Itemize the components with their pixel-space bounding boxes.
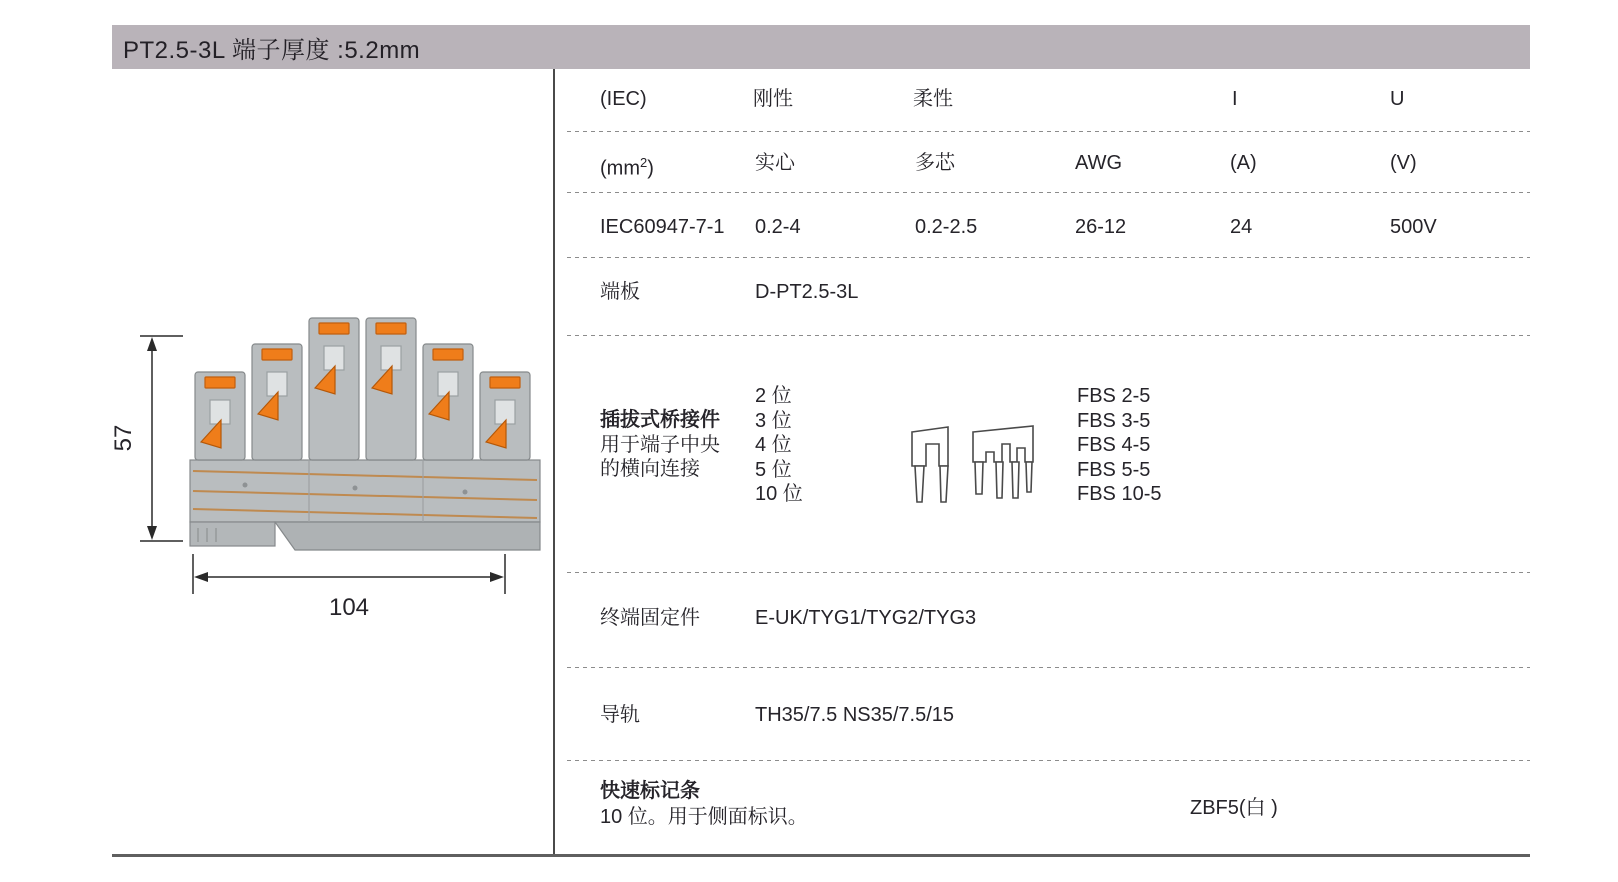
bridging-model: FBS 4-5	[1077, 434, 1151, 457]
bridging-position: 2 位	[755, 385, 792, 407]
width-dimension-label: 104	[328, 594, 370, 621]
bridging-label-block	[600, 408, 720, 482]
col-voltage-header: U	[1390, 88, 1405, 110]
value-standard: IEC60947-7-1	[600, 216, 725, 238]
unit-stranded: 多芯	[915, 152, 955, 174]
unit-ampere: (A)	[1230, 152, 1257, 174]
col-rigid-header: 刚性	[753, 88, 793, 110]
row-divider	[567, 131, 1530, 132]
bridging-desc-line2: 的横向连接	[600, 458, 700, 481]
bridging-label: 插拔式桥接件	[600, 409, 720, 431]
bridging-model: FBS 10-5	[1077, 483, 1162, 506]
page-title: PT2.5-3L 端子厚度 :5.2mm	[123, 36, 421, 64]
din-rail-value: TH35/7.5 NS35/7.5/15	[755, 704, 955, 726]
bridging-position: 10 位	[755, 483, 803, 506]
bridging-model: FBS 3-5	[1077, 409, 1151, 432]
row-divider	[567, 257, 1530, 258]
bridging-model: FBS 5-5	[1077, 458, 1151, 481]
bridging-position: 4 位	[755, 434, 792, 457]
end-plate-label: 端板	[600, 281, 640, 303]
row-divider	[567, 572, 1530, 573]
bridging-desc-line1: 用于端子中央	[600, 433, 720, 456]
row-divider	[567, 335, 1530, 336]
title-bar	[112, 25, 1530, 69]
bridging-positions	[755, 384, 803, 507]
value-rigid: 0.2-4	[755, 216, 801, 238]
marker-strip-value: ZBF5(白 )	[1190, 797, 1278, 819]
marker-strip-label: 快速标记条	[600, 780, 700, 802]
end-clamp-value: E-UK/TYG1/TYG2/TYG3	[755, 607, 977, 629]
din-rail-label: 导轨	[600, 704, 640, 726]
marker-strip-block	[600, 778, 808, 830]
col-flexible-header: 柔性	[913, 88, 953, 110]
row-divider	[567, 760, 1530, 761]
bridging-model: FBS 2-5	[1077, 385, 1151, 407]
height-dimension	[140, 336, 183, 541]
bridging-models	[1077, 384, 1161, 507]
fbs-bridge-multipole-icon	[970, 422, 1036, 502]
col-standard-header: (IEC)	[600, 88, 647, 110]
value-current: 24	[1230, 216, 1253, 238]
col-current-header: I	[1232, 88, 1238, 110]
fbs-bridge-2pole-icon	[908, 424, 952, 506]
end-plate-value: D-PT2.5-3L	[755, 281, 859, 303]
end-clamp-label: 终端固定件	[600, 607, 700, 629]
unit-solid: 实心	[755, 152, 795, 174]
unit-awg: AWG	[1075, 152, 1123, 174]
value-voltage: 500V	[1390, 216, 1437, 238]
marker-strip-desc: 10 位。用于侧面标识。	[600, 806, 808, 828]
bridging-position: 3 位	[755, 409, 792, 432]
unit-volt: (V)	[1390, 152, 1417, 174]
value-flexible: 0.2-2.5	[915, 216, 978, 238]
row-divider	[567, 192, 1530, 193]
value-awg: 26-12	[1075, 216, 1127, 238]
bottom-rule	[112, 854, 1530, 857]
terminal-block-illustration	[190, 318, 540, 550]
terminal-block-figure	[95, 310, 555, 630]
height-dimension-label: 57	[110, 424, 137, 452]
unit-mm2: $(mm^2)$	[600, 155, 654, 180]
bridging-position: 5 位	[755, 458, 792, 481]
row-divider	[567, 667, 1530, 668]
width-dimension	[193, 554, 505, 594]
